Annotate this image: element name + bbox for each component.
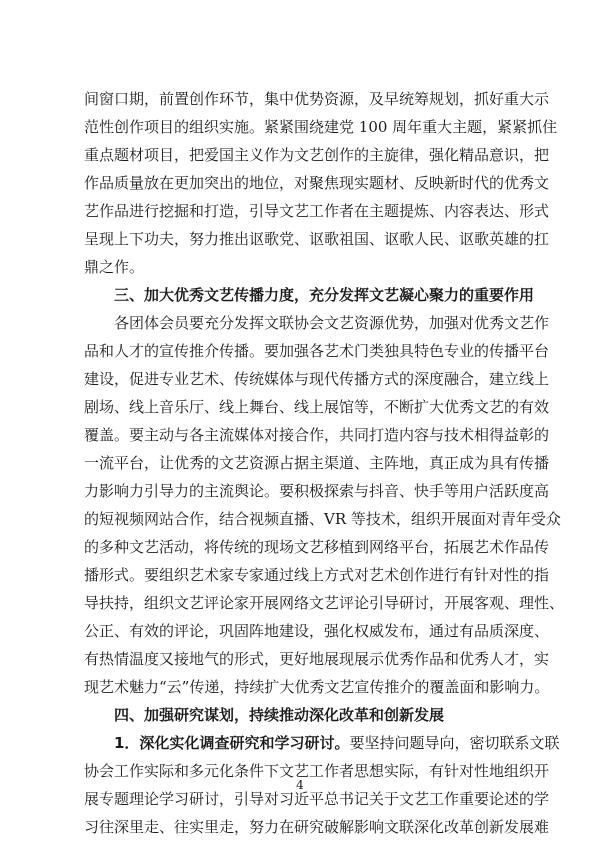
subsection-text: 要坚持问题导向，密切联系文联 xyxy=(349,734,560,752)
section-heading: 四、加强研究谋划，持续推动深化改革和创新发展 xyxy=(114,706,445,724)
text-line: 展专题理论学习研讨，引导对习近平总书记关于文艺工作重要论述的学 xyxy=(84,790,550,808)
section-heading: 三、加大优秀文艺传播力度，充分发挥文艺凝心聚力的重要作用 xyxy=(114,286,535,304)
text-line: 播形式。要组织艺术家专家通过线上方式对艺术创作进行有针对性的指 xyxy=(84,566,550,584)
text-line: 一流平台，让优秀的文艺资源占据主渠道、主阵地，真正成为具有传播 xyxy=(84,454,550,472)
text-line: 艺作品进行挖掘和打造，引导文艺工作者在主题提炼、内容表达、形式 xyxy=(84,202,550,220)
text-line: 的短视频网站合作，结合视频直播、VR 等技术，组织开展面对青年受众 xyxy=(84,510,561,528)
section-three xyxy=(84,281,565,701)
text-line: 力影响力引导力的主流舆论。要积极探索与抖音、快手等用户活跃度高 xyxy=(84,482,550,500)
text-line: 重点题材项目，把爱国主义作为文艺创作的主旋律，强化精品意识，把 xyxy=(84,146,550,164)
text-line: 间窗口期，前置创作环节，集中优势资源，及早统筹规划，抓好重大示 xyxy=(84,90,550,108)
text-line: 协会工作实际和多元化条件下文艺工作者思想实际，有针对性地组织开 xyxy=(84,762,550,780)
text-line: 的多种文艺活动，将传统的现场文艺移植到网络平台，拓展艺术作品传 xyxy=(84,538,550,556)
text-line: 现艺术魅力“云”传递，持续扩大优秀文艺宣传推介的覆盖面和影响力。 xyxy=(84,678,550,696)
text-line: 导扶持，组织文艺评论家开展网络文艺评论引导研讨，开展客观、理性、 xyxy=(84,594,565,612)
page-number: 4 xyxy=(296,778,304,792)
text-line: 鼎之作。 xyxy=(84,258,145,276)
subsection-lead: 1．深化实化调查研究和学习研讨。 xyxy=(114,734,350,752)
text-line: 范性创作项目的组织实施。紧紧围绕建党 100 周年重大主题，紧紧抓住 xyxy=(84,118,558,136)
continued-paragraph xyxy=(84,85,558,281)
text-line: 品和人才的宣传推介传播。要加强各艺术门类独具特色专业的传播平台 xyxy=(84,342,550,360)
text-line: 呈现上下功夫，努力推出讴歌党、讴歌祖国、讴歌人民、讴歌英雄的扛 xyxy=(84,230,550,248)
section-four xyxy=(84,701,560,841)
text-line: 习往深里走、往实里走，努力在研究破解影响文联深化改革创新发展难 xyxy=(84,818,550,836)
text-line: 剧场、线上音乐厅、线上舞台、线上展馆等，不断扩大优秀文艺的有效 xyxy=(84,398,550,416)
text-line: 各团体会员要充分发挥文联协会文艺资源优势，加强对优秀文艺作 xyxy=(114,314,550,332)
text-line: 有热情温度又接地气的形式，更好地展现展示优秀作品和优秀人才，实 xyxy=(84,650,550,668)
text-line: 公正、有效的评论，巩固阵地建设，强化权威发布，通过有品质深度、 xyxy=(84,622,550,640)
text-line: 建设，促进专业艺术、传统媒体与现代传播方式的深度融合，建立线上 xyxy=(84,370,550,388)
text-line xyxy=(84,729,560,757)
text-line: 覆盖。要主动与各主流媒体对接合作，共同打造内容与技术相得益彰的 xyxy=(84,426,550,444)
document-page xyxy=(84,85,565,841)
text-line: 作品质量放在更加突出的地位，对聚焦现实题材、反映新时代的优秀文 xyxy=(84,174,550,192)
